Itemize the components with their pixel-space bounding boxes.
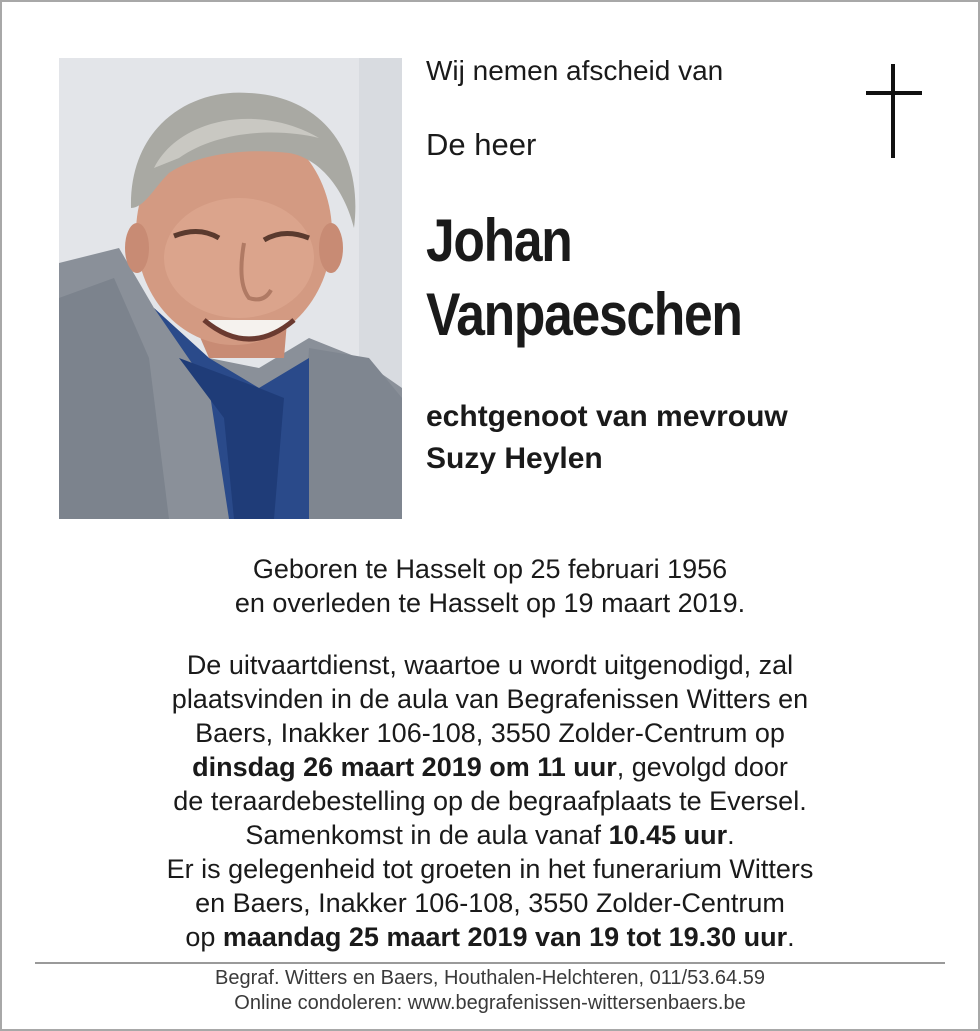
gathering-suffix: . <box>727 820 735 850</box>
ceremony-line-9 <box>0 920 980 954</box>
spouse-line-2: Suzy Heylen <box>426 442 603 475</box>
online-condolence: Online condoleren: www.begrafenissen-wittersenbaers.be <box>234 992 746 1014</box>
ceremony-line-4 <box>0 750 980 784</box>
visitation-datetime: maandag 25 maart 2019 van 19 tot 19.30 uur <box>222 922 788 952</box>
visitation-suffix: . <box>787 922 795 952</box>
cross-icon <box>866 64 922 158</box>
portrait-photo <box>59 58 402 519</box>
ceremony-line-7: Er is gelegenheid tot groeten in het funerarium Witters <box>166 854 814 884</box>
gathering-prefix: Samenkomst in de aula vanaf <box>245 820 609 850</box>
footer-divider <box>35 962 945 964</box>
service-datetime: dinsdag 26 maart 2019 om 11 uur <box>192 752 617 782</box>
ceremony-line-8: en Baers, Inakker 106-108, 3550 Zolder-Centrum <box>195 888 785 918</box>
gathering-time: 10.45 uur <box>608 820 728 850</box>
birth-line: Geboren te Hasselt op 25 februari 1956 <box>252 554 728 584</box>
birth-death-info <box>0 552 980 620</box>
death-line: en overleden te Hasselt op 19 maart 2019. <box>234 588 746 618</box>
visitation-prefix: op <box>185 922 223 952</box>
funeral-home-contact: Begraf. Witters en Baers, Houthalen-Helchteren, 011/53.64.59 <box>215 967 765 989</box>
ceremony-line-3: Baers, Inakker 106-108, 3550 Zolder-Centrum op <box>195 718 785 748</box>
intro-text: Wij nemen afscheid van <box>426 55 724 86</box>
title-text: De heer <box>426 127 537 162</box>
ceremony-line-5: de teraardebestelling op de begraafplaats te Eversel. <box>173 786 807 816</box>
footer <box>0 966 980 1016</box>
spouse-block <box>426 396 788 480</box>
last-name: Vanpaeschen <box>426 281 742 348</box>
first-name: Johan <box>426 207 572 274</box>
ceremony-line-1: De uitvaartdienst, waartoe u wordt uitgenodigd, zal <box>186 650 794 680</box>
ceremony-info <box>0 648 980 954</box>
spouse-line-1: echtgenoot van mevrouw <box>426 400 788 433</box>
ceremony-line-6 <box>0 818 980 852</box>
deceased-name <box>426 204 742 352</box>
ceremony-line-4-rest: , gevolgd door <box>616 752 788 782</box>
ceremony-line-2: plaatsvinden in de aula van Begrafenissen Witters en <box>171 684 809 714</box>
